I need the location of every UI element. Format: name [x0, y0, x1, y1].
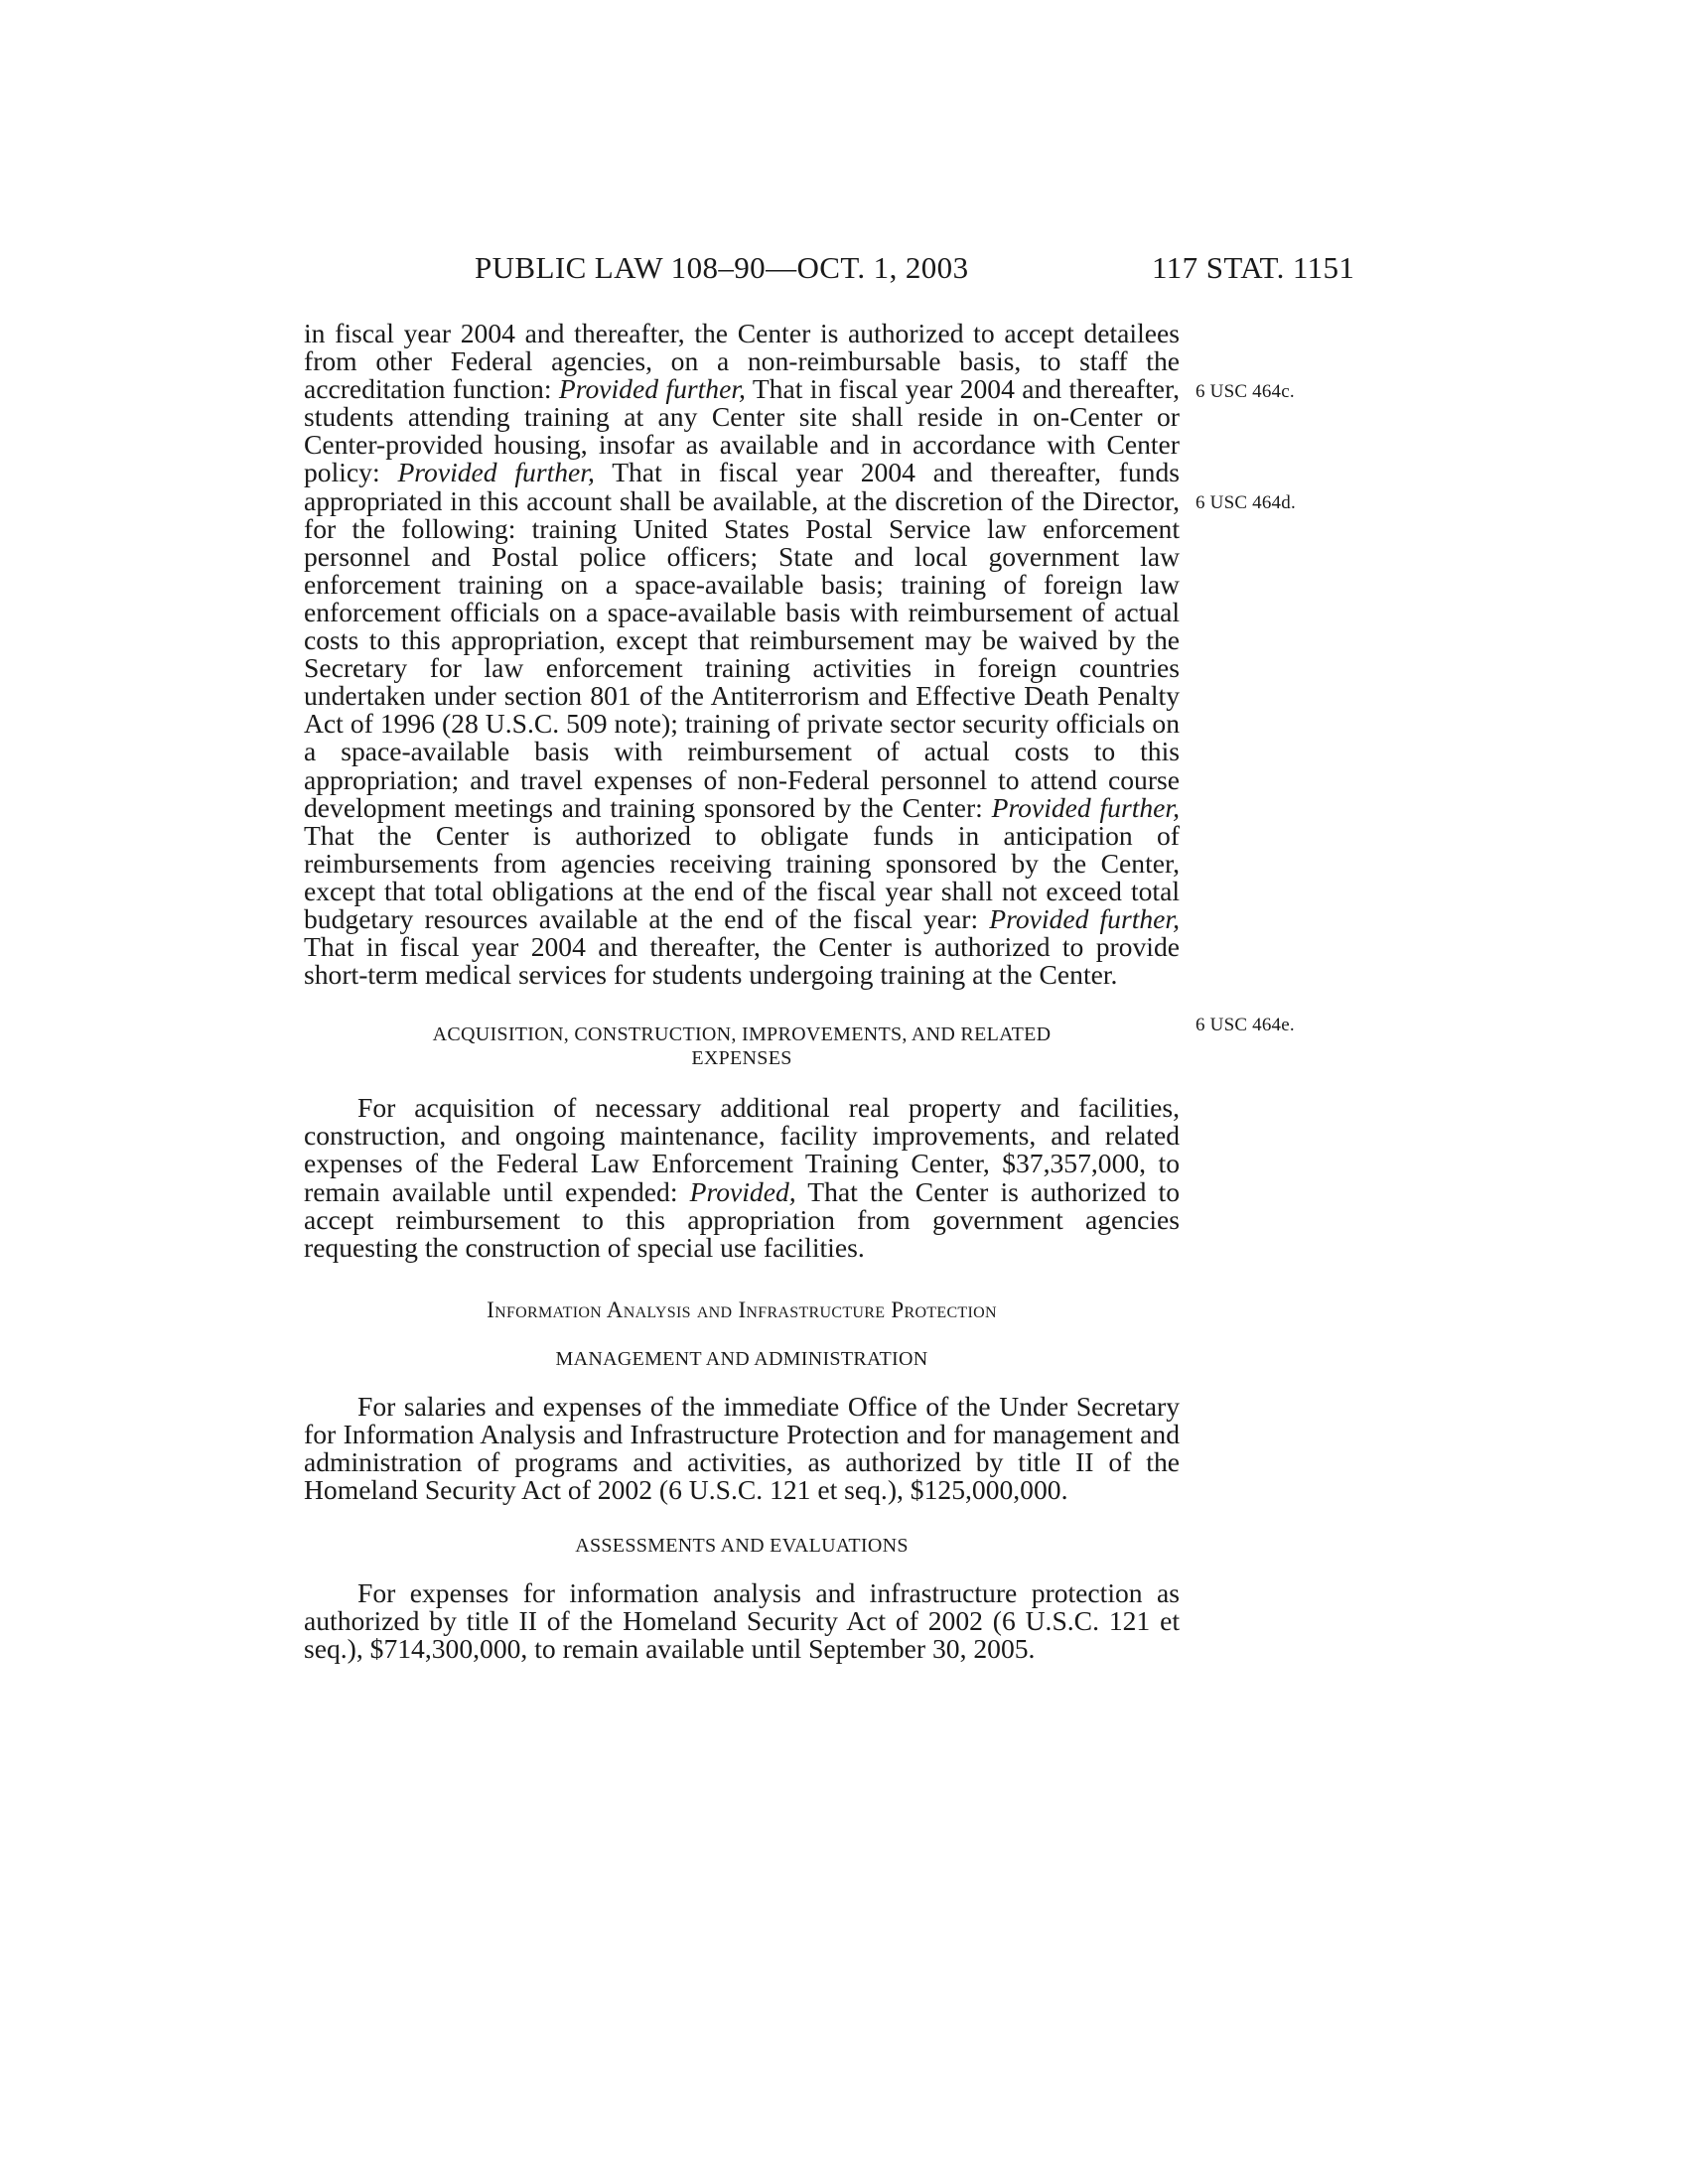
proviso-italic: Provided further, [989, 902, 1180, 934]
text-run: That the Center is authorized to accept reimbursement to this appropriation from government agencies requesting the construction of special use facilities. [304, 1175, 1180, 1263]
proviso-italic: Provided further, [397, 457, 595, 488]
proviso-italic: Provided further, [991, 791, 1180, 823]
proviso-italic: Provided, [689, 1175, 796, 1207]
text-run: For acquisition of necessary additional real property and facilities, construction, and ongoing maintenance, facility improvements, and related expenses of the Federal Law Enforcement Training Center, $37,357,000, to remain available until expended: [304, 1092, 1180, 1207]
paragraph-management: For salaries and expenses of the immediate Office of the Under Secretary for Information Analysis and Infrastructure Protection and for management and administration of programs and activities, as authorized by title II of the Homeland Security Act of 2002 (6 U.S.C. 121 et seq.), $125,000,000. [304, 1390, 1180, 1506]
margin-citation: 6 USC 464c. [1196, 381, 1295, 402]
proviso-italic: Provided further, [558, 373, 746, 405]
header-title: PUBLIC LAW 108–90—OCT. 1, 2003 [475, 250, 969, 285]
margin-citation: 6 USC 464d. [1196, 492, 1296, 513]
section-heading-assessments: ASSESSMENTS AND EVALUATIONS [575, 1535, 909, 1558]
text-run: in fiscal year 2004 and thereafter, the Center is authorized to accept detailees from other Federal agencies, on a non-reimbursable basis, to staff the accreditation function: [304, 318, 1180, 405]
heading-line: EXPENSES [691, 1047, 792, 1070]
margin-citation: 6 USC 464e. [1196, 1015, 1295, 1035]
running-header [298, 250, 1390, 300]
text-run: That the Center is authorized to obligate funds in anticipation of reimbursements from agencies receiving training sponsored by the Center, except that total obligations at the end of the fiscal year shall not exceed total budgetary resources available at the end of the fiscal year: [304, 819, 1180, 934]
section-heading-iaip: Information Analysis and Infrastructure Protection [487, 1297, 997, 1322]
heading-line: ACQUISITION, CONSTRUCTION, IMPROVEMENTS, AND RELATED [432, 1024, 1052, 1046]
text-run: That in fiscal year 2004 and thereafter, the Center is authorized to provide short-term medical services for students undergoing training at the Center. [304, 931, 1180, 991]
paragraph-assessments: For expenses for information analysis and infrastructure protection as authorized by title II of the Homeland Security Act of 2002 (6 U.S.C. 121 et seq.), $714,300,000, to remain available until September 30, 2005. [304, 1577, 1180, 1665]
body-text [304, 320, 1180, 1663]
paragraph-fletc-continued [304, 320, 1180, 989]
header-stat-page: 117 STAT. 1151 [1152, 250, 1355, 285]
section-heading-acquisition [304, 1023, 1180, 1070]
text-run: That in fiscal year 2004 and thereafter, funds appropriated in this account shall be available, at the discretion of the Director, for the following: training United States Postal Service law enforcement personnel and Postal police officers; State and local government law enforcement training on a space-available basis; training of foreign law enforcement officials on a space-available basis with reimbursement of actual costs to this appropriation, except that reimbursement may be waived by the Secretary for law enforcement training activities in foreign countries undertaken under section 801 of the Antiterrorism and Effective Death Penalty Act of 1996 (28 U.S.C. 509 note); training of private sector security officials on a space-available basis with reimbursement of actual costs to this appropriation; and travel expenses of non-Federal personnel to attend course development meetings and training sponsored by the Center: [304, 457, 1180, 823]
section-heading-management: MANAGEMENT AND ADMINISTRATION [555, 1347, 928, 1370]
text-run: That in fiscal year 2004 and thereafter, students attending training at any Center site shall reside in on-Center or Center-provided housing, insofar as available and in accordance with Center policy: [304, 373, 1180, 488]
paragraph-acquisition [304, 1094, 1180, 1262]
